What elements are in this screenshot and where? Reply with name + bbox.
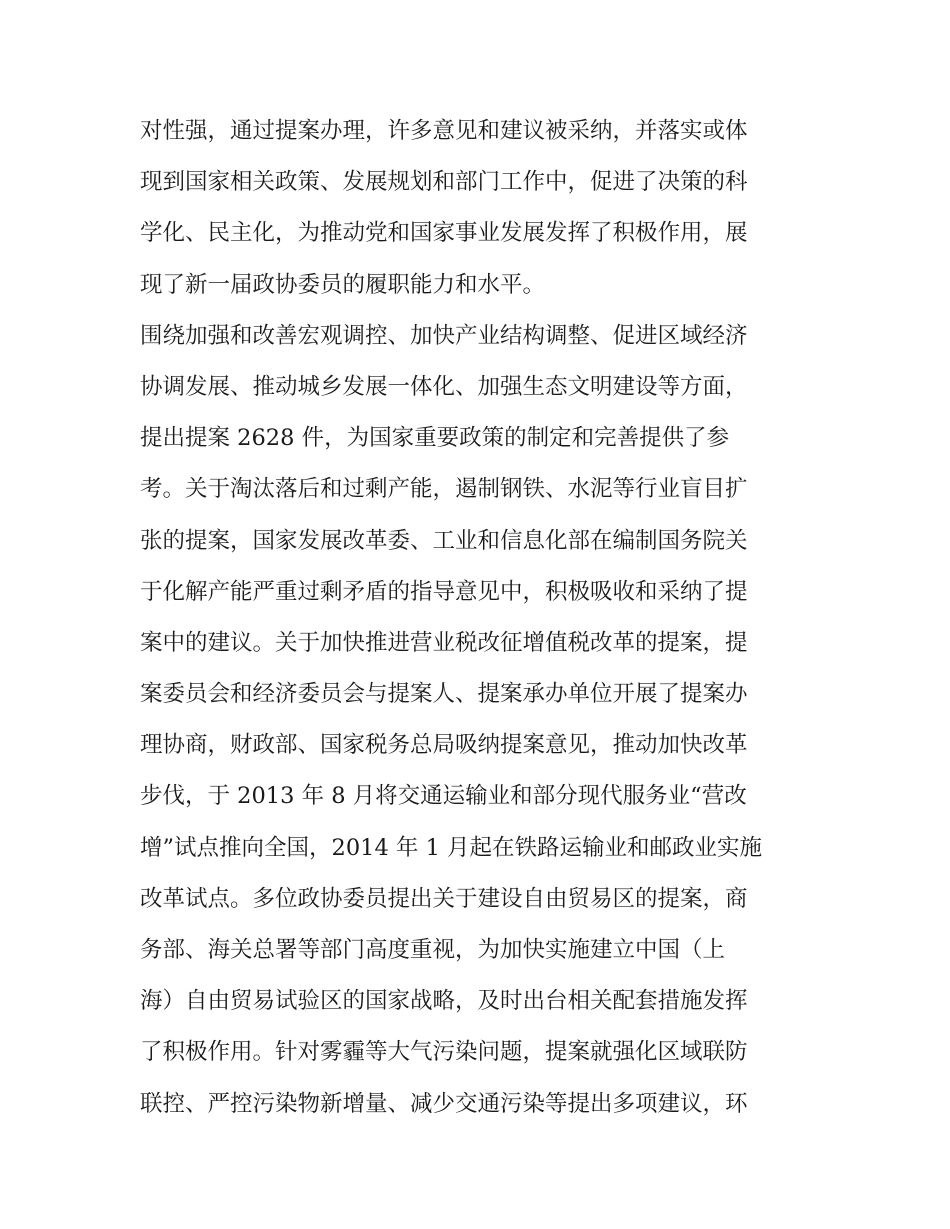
text-line: 务部、海关总署等部门高度重视，为加快实施建立中国（上 (140, 937, 726, 963)
text-line: 协调发展、推动城乡发展一体化、加强生态文明建设等方面， (140, 373, 748, 400)
text-line: 围绕加强和改善宏观调控、加快产业结构调整、促进区域经济 (140, 322, 748, 349)
text-line: 联控、严控污染物新增量、减少交通污染等提出多项建议，环 (140, 1090, 748, 1117)
text-line: 步伐，于 2013 年 8 月将交通运输业和部分现代服务业“营改 (140, 783, 747, 810)
text-line: 现到国家相关政策、发展规划和部门工作中，促进了决策的科 (140, 169, 748, 196)
text-line: 对性强，通过提案办理，许多意见和建议被采纳，并落实或体 (140, 118, 748, 144)
text-line: 案委员会和经济委员会与提案人、提案承办单位开展了提案办 (140, 681, 748, 708)
text-line: 提出提案 2628 件，为国家重要政策的制定和完善提供了参 (140, 425, 730, 452)
text-line: 了积极作用。针对雾霾等大气污染问题，提案就强化区域联防 (140, 1039, 748, 1066)
text-line: 海）自由贸易试验区的国家战略，及时出台相关配套措施发挥 (140, 988, 748, 1015)
text-line: 改革试点。多位政协委员提出关于建设自由贸易区的提案，商 (140, 885, 748, 912)
text-line: 张的提案，国家发展改革委、工业和信息化部在编制国务院关 (140, 527, 748, 554)
text-line: 学化、民主化，为推动党和国家事业发展发挥了积极作用，展 (140, 220, 748, 247)
text-line: 案中的建议。关于加快推进营业税改征增值税改革的提案，提 (140, 629, 748, 656)
text-line: 考。关于淘汰落后和过剩产能，遏制钢铁、水泥等行业盲目扩 (140, 476, 748, 503)
text-line: 理协商，财政部、国家税务总局吸纳提案意见，推动加快改革 (140, 732, 748, 759)
text-line: 增”试点推向全国，2014 年 1 月起在铁路运输业和邮政业实施 (140, 834, 763, 861)
text-line: 于化解产能严重过剩矛盾的指导意见中，积极吸收和采纳了提 (140, 578, 748, 605)
text-line: 现了新一届政协委员的履职能力和水平。 (140, 271, 546, 298)
body-text (140, 106, 820, 1130)
